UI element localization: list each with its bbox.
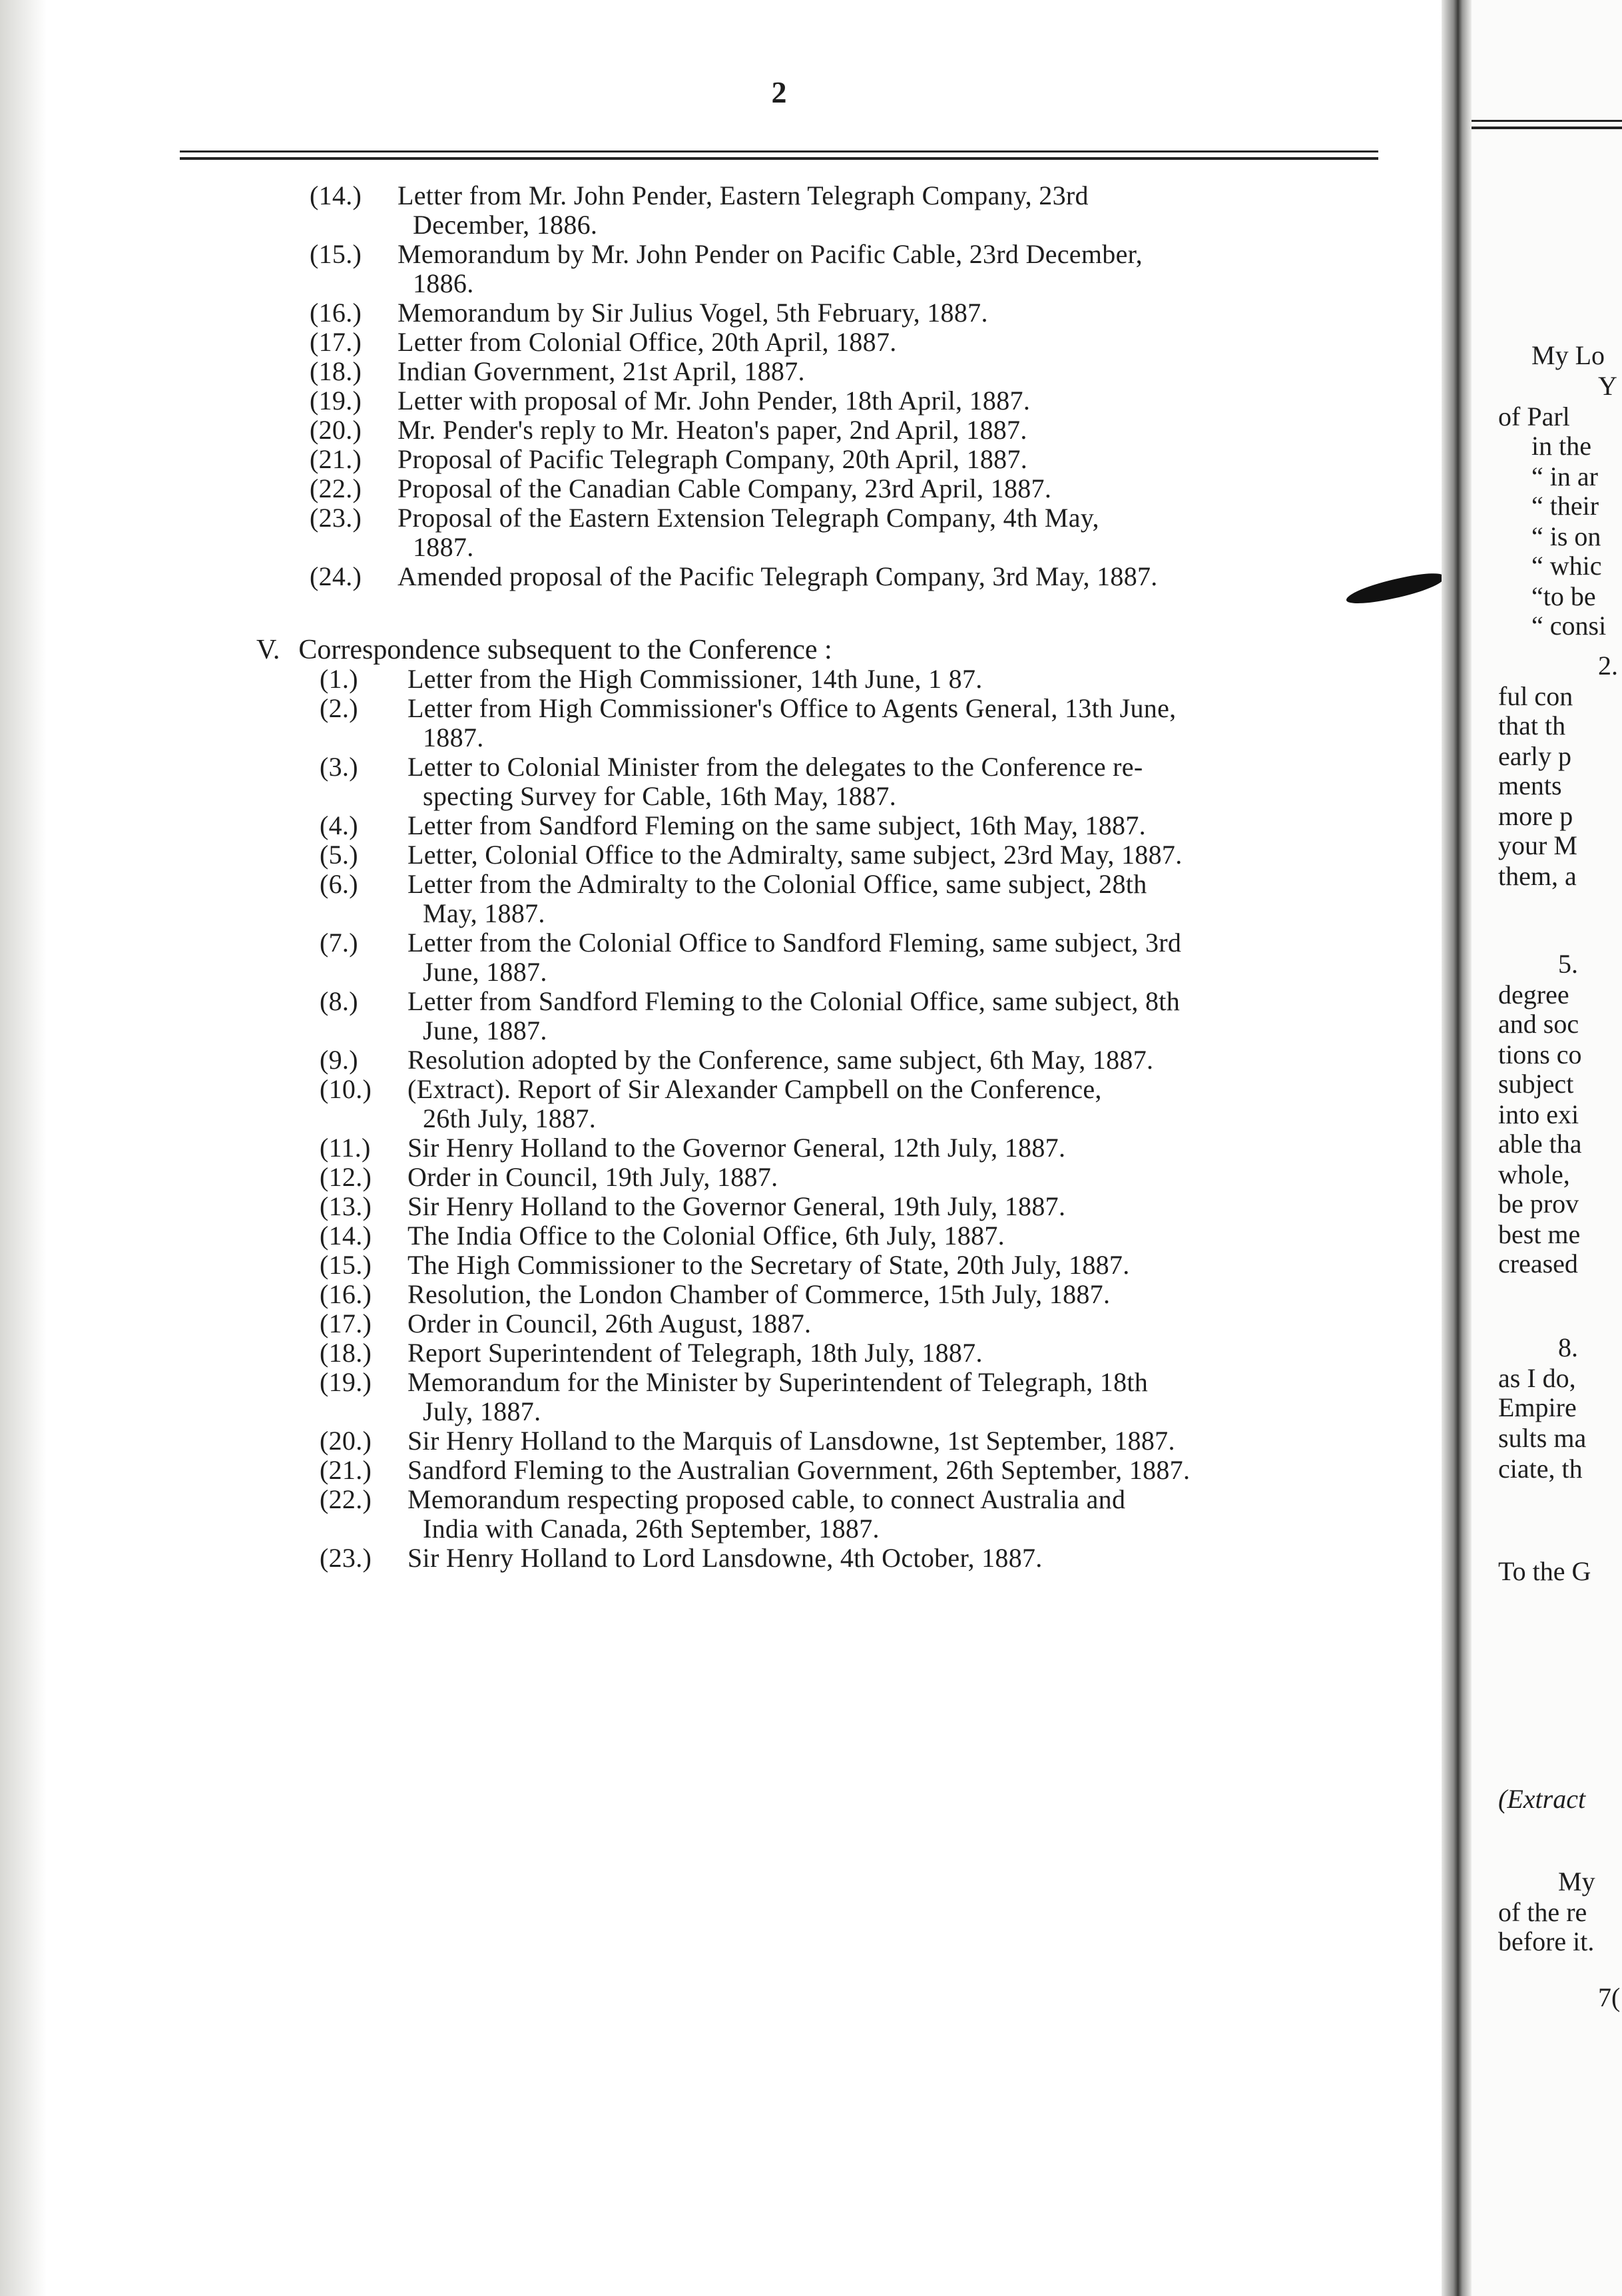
right-page-line: creased <box>1498 1249 1578 1279</box>
list-item <box>320 840 1183 870</box>
list-item <box>320 1251 1130 1280</box>
item-number: (18.) <box>320 1338 372 1368</box>
list-item <box>310 298 988 328</box>
item-text: Sir Henry Holland to the Marquis of Lansdowne, 1st September, 1887. <box>407 1426 1175 1456</box>
item-text-continued: India with Canada, 26th September, 1887. <box>423 1514 880 1544</box>
right-page-line: as I do, <box>1498 1363 1576 1393</box>
list-item <box>320 1163 778 1192</box>
right-page-line: them, a <box>1498 861 1577 891</box>
right-page-line: ments <box>1498 770 1562 800</box>
section-numeral: V. <box>256 635 280 665</box>
list-item <box>320 1456 1190 1485</box>
item-text: (Extract). Report of Sir Alexander Campbell on the Conference, <box>407 1074 1102 1104</box>
right-page-line: “ in ar <box>1531 461 1598 491</box>
right-page-line: My Lo <box>1531 340 1605 370</box>
right-page-line: 8. <box>1558 1332 1578 1362</box>
item-number: (24.) <box>310 561 362 591</box>
right-page-line: (Extract <box>1498 1784 1586 1814</box>
list-item <box>320 752 1143 811</box>
item-number: (12.) <box>320 1162 372 1192</box>
item-text: Memorandum by Sir Julius Vogel, 5th February, 1887. <box>398 298 988 328</box>
item-number: (10.) <box>320 1074 372 1104</box>
item-number: (7.) <box>320 928 358 958</box>
item-text-continued: June, 1887. <box>423 957 547 987</box>
right-page-line: that th <box>1498 711 1566 740</box>
right-page-line: degree <box>1498 980 1569 1009</box>
right-page-line: 5. <box>1558 949 1578 979</box>
list-item <box>310 240 1143 298</box>
item-number: (23.) <box>320 1543 372 1573</box>
item-number: (8.) <box>320 986 358 1016</box>
item-number: (9.) <box>320 1045 358 1075</box>
right-page-fragment <box>1472 0 1622 2296</box>
item-text: The India Office to the Colonial Office, 6th July, 1887. <box>407 1221 1005 1251</box>
right-page-line: able tha <box>1498 1129 1582 1159</box>
right-page-line: My <box>1558 1866 1595 1896</box>
item-number: (4.) <box>320 810 358 840</box>
item-text: Memorandum for the Minister by Superintendent of Telegraph, 18th <box>407 1367 1149 1397</box>
right-page-line: best me <box>1498 1219 1581 1249</box>
item-text-continued: specting Survey for Cable, 16th May, 1887. <box>423 781 896 811</box>
item-text: Order in Council, 26th August, 1887. <box>407 1308 812 1338</box>
right-page-line: ciate, th <box>1498 1454 1583 1484</box>
right-header-rule <box>1472 120 1622 129</box>
right-page-line: Empire <box>1498 1392 1577 1422</box>
list-item <box>320 1338 983 1368</box>
list-item <box>320 1221 1005 1251</box>
item-number: (20.) <box>320 1426 372 1456</box>
item-number: (21.) <box>310 444 362 474</box>
item-text: Proposal of the Eastern Extension Telegraph Company, 4th May, <box>398 503 1099 533</box>
item-text: Letter from the Colonial Office to Sandford Fleming, same subject, 3rd <box>407 928 1182 958</box>
item-number: (23.) <box>310 503 362 533</box>
item-text: Indian Government, 21st April, 1887. <box>398 356 805 386</box>
item-text: Letter from Sandford Fleming to the Colonial Office, same subject, 8th <box>407 986 1181 1016</box>
page-number: 2 <box>771 75 787 109</box>
right-page-line: and soc <box>1498 1009 1579 1039</box>
right-page-line: early p <box>1498 741 1571 771</box>
item-text: Letter from Mr. John Pender, Eastern Telegraph Company, 23rd <box>398 180 1089 210</box>
right-page-line: of Parl <box>1498 402 1570 431</box>
list-item <box>310 445 1027 474</box>
item-text: Report Superintendent of Telegraph, 18th July, 1887. <box>407 1338 983 1368</box>
item-number: (13.) <box>320 1191 372 1221</box>
right-page-line: “ whic <box>1531 551 1602 581</box>
item-text: Letter with proposal of Mr. John Pender, 18th April, 1887. <box>398 386 1031 416</box>
item-number: (21.) <box>320 1455 372 1485</box>
item-text: Order in Council, 19th July, 1887. <box>407 1162 778 1192</box>
list-item <box>310 416 1027 445</box>
item-text-continued: 1887. <box>413 532 474 562</box>
item-number: (3.) <box>320 752 358 782</box>
right-page-line: 2. <box>1598 651 1618 681</box>
item-text: Letter from Colonial Office, 20th April, 1887. <box>398 327 897 357</box>
item-number: (19.) <box>310 386 362 416</box>
right-page-line: tions co <box>1498 1039 1582 1069</box>
item-text: Letter from High Commissioner's Office to Agents General, 13th June, <box>407 693 1177 723</box>
item-text: Letter, Colonial Office to the Admiralty, same subject, 23rd May, 1887. <box>407 840 1183 870</box>
item-number: (16.) <box>320 1279 372 1309</box>
list-item <box>310 562 1158 591</box>
item-text-continued: July, 1887. <box>423 1396 541 1426</box>
item-number: (22.) <box>320 1484 372 1514</box>
item-text: Mr. Pender's reply to Mr. Heaton's paper, 2nd April, 1887. <box>398 415 1027 445</box>
right-page-line: “ is on <box>1531 521 1601 551</box>
list-item <box>320 928 1181 987</box>
item-text-continued: June, 1887. <box>423 1015 547 1045</box>
item-text: Resolution, the London Chamber of Commerce, 15th July, 1887. <box>407 1279 1111 1309</box>
list-item <box>320 811 1146 840</box>
item-number: (17.) <box>310 327 362 357</box>
item-text: Amended proposal of the Pacific Telegraph Company, 3rd May, 1887. <box>398 561 1158 591</box>
item-text: Letter from the High Commissioner, 14th June, 1 87. <box>407 664 983 694</box>
list-item <box>320 1485 1125 1544</box>
item-text-continued: 26th July, 1887. <box>423 1103 596 1133</box>
item-text: Sir Henry Holland to Lord Lansdowne, 4th October, 1887. <box>407 1543 1043 1573</box>
list-item <box>320 665 983 694</box>
list-item <box>320 694 1176 752</box>
item-text: Sir Henry Holland to the Governor General, 19th July, 1887. <box>407 1191 1066 1221</box>
item-text: Letter from Sandford Fleming on the same subject, 16th May, 1887. <box>407 810 1146 840</box>
list-item <box>320 870 1147 928</box>
item-number: (15.) <box>320 1250 372 1280</box>
right-page-line: sults ma <box>1498 1423 1587 1453</box>
section-title: Correspondence subsequent to the Conference : <box>298 635 832 665</box>
list-item <box>310 386 1030 416</box>
item-number: (11.) <box>320 1133 371 1163</box>
item-text-continued: 1886. <box>413 268 474 298</box>
list-item <box>310 181 1089 240</box>
right-page-line: subject <box>1498 1069 1574 1099</box>
right-page-line: in the <box>1531 431 1591 461</box>
item-text-continued: 1887. <box>423 722 484 752</box>
item-text: Letter to Colonial Minister from the delegates to the Conference re- <box>407 752 1143 782</box>
list-item <box>320 1309 811 1338</box>
item-text: Sir Henry Holland to the Governor General, 12th July, 1887. <box>407 1133 1066 1163</box>
list-item <box>310 357 805 386</box>
item-text: Memorandum by Mr. John Pender on Pacific Cable, 23rd December, <box>398 239 1143 269</box>
item-number: (19.) <box>320 1367 372 1397</box>
right-page-line: “ consi <box>1531 611 1607 641</box>
list-item <box>320 1544 1043 1573</box>
right-page-line: your M <box>1498 830 1577 860</box>
list-item <box>310 503 1099 562</box>
item-text: Resolution adopted by the Conference, same subject, 6th May, 1887. <box>407 1045 1154 1075</box>
list-item <box>320 1045 1153 1075</box>
list-item <box>320 1192 1065 1221</box>
item-text-continued: December, 1886. <box>413 210 598 240</box>
item-number: (18.) <box>310 356 362 386</box>
right-page-line: be prov <box>1498 1189 1579 1219</box>
item-text: Memorandum respecting proposed cable, to connect Australia and <box>407 1484 1126 1514</box>
item-number: (15.) <box>310 239 362 269</box>
item-text: Letter from the Admiralty to the Colonial Office, same subject, 28th <box>407 869 1147 899</box>
item-number: (20.) <box>310 415 362 445</box>
item-text-continued: May, 1887. <box>423 898 545 928</box>
right-page-line: before it. <box>1498 1926 1595 1956</box>
right-page-line: “ their <box>1531 491 1599 521</box>
item-number: (2.) <box>320 693 358 723</box>
right-page-line: into exi <box>1498 1099 1579 1129</box>
right-page-line: 7( <box>1598 1982 1621 2012</box>
right-page-line: To the G <box>1498 1556 1591 1586</box>
right-page-line: more p <box>1498 801 1573 831</box>
list-item <box>320 1075 1102 1133</box>
right-page-line: Y <box>1598 371 1617 401</box>
item-number: (16.) <box>310 298 362 328</box>
right-page-line: ful con <box>1498 681 1573 711</box>
book-gutter <box>1442 0 1472 2296</box>
item-text: Sandford Fleming to the Australian Government, 26th September, 1887. <box>407 1455 1191 1485</box>
item-number: (14.) <box>320 1221 372 1251</box>
right-page-line: whole, <box>1498 1159 1570 1189</box>
item-number: (1.) <box>320 664 358 694</box>
right-page-line: of the re <box>1498 1897 1587 1927</box>
list-item <box>310 474 1051 503</box>
list-item <box>320 1133 1065 1163</box>
section-heading <box>256 634 832 666</box>
item-text: Proposal of Pacific Telegraph Company, 20th April, 1887. <box>398 444 1028 474</box>
item-text: The High Commissioner to the Secretary of State, 20th July, 1887. <box>407 1250 1130 1280</box>
list-item <box>310 328 897 357</box>
item-number: (22.) <box>310 473 362 503</box>
list-item <box>320 987 1180 1045</box>
item-number: (17.) <box>320 1308 372 1338</box>
right-page-line: “to be <box>1531 581 1596 611</box>
item-number: (14.) <box>310 180 362 210</box>
list-item <box>320 1426 1175 1456</box>
list-item <box>320 1368 1148 1426</box>
item-number: (5.) <box>320 840 358 870</box>
item-number: (6.) <box>320 869 358 899</box>
item-text: Proposal of the Canadian Cable Company, 23rd April, 1887. <box>398 473 1052 503</box>
list-item <box>320 1280 1110 1309</box>
